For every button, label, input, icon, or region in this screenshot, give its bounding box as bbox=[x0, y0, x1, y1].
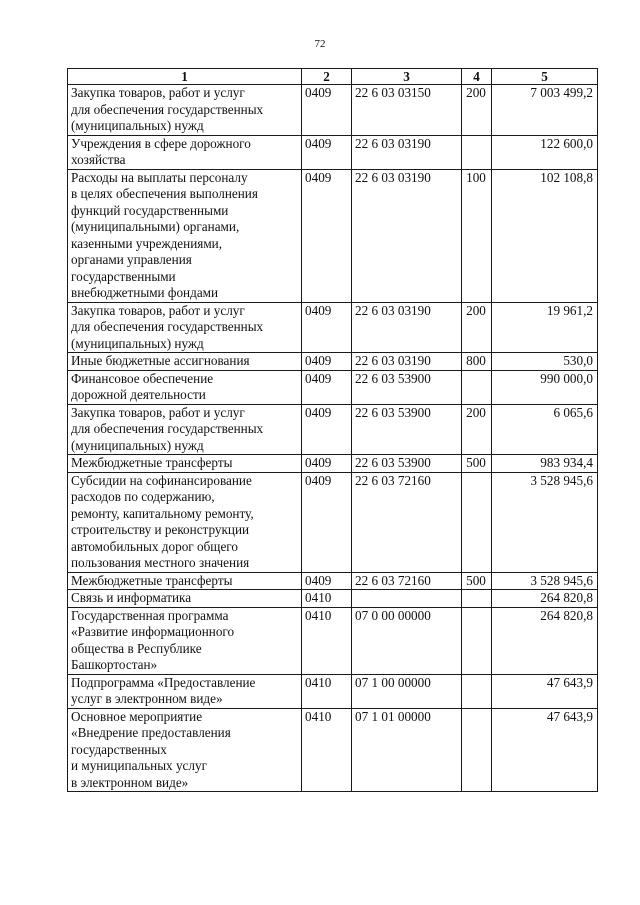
row-amount-cell: 19 961,2 bbox=[492, 302, 598, 353]
table-row bbox=[68, 135, 598, 169]
row-amount-cell: 264 820,8 bbox=[492, 590, 598, 608]
table-row bbox=[68, 302, 598, 353]
row-article-cell: 22 6 03 53900 bbox=[352, 370, 462, 404]
row-article-cell: 22 6 03 03150 bbox=[352, 85, 462, 136]
row-type-cell: 500 bbox=[462, 572, 492, 590]
row-type-cell bbox=[462, 472, 492, 572]
row-type-cell bbox=[462, 135, 492, 169]
header-cell-name: 1 bbox=[68, 69, 302, 85]
row-name-cell: Подпрограмма «Предоставление услуг в электронном виде» bbox=[68, 674, 302, 708]
row-type-cell bbox=[462, 370, 492, 404]
header-row bbox=[68, 69, 598, 85]
page-number: 72 bbox=[314, 38, 326, 50]
row-name-cell: Учреждения в сфере дорожного хозяйства bbox=[68, 135, 302, 169]
row-section-cell: 0409 bbox=[302, 370, 352, 404]
row-name-cell: Закупка товаров, работ и услуг для обеспечения государственных (муниципальных) нужд bbox=[68, 85, 302, 136]
row-name-cell: Иные бюджетные ассигнования bbox=[68, 353, 302, 371]
row-article-cell: 22 6 03 53900 bbox=[352, 404, 462, 455]
row-amount-cell: 3 528 945,6 bbox=[492, 572, 598, 590]
row-name-cell: Межбюджетные трансферты bbox=[68, 455, 302, 473]
row-amount-cell: 530,0 bbox=[492, 353, 598, 371]
row-article-cell: 22 6 03 03190 bbox=[352, 302, 462, 353]
table-row bbox=[68, 85, 598, 136]
row-amount-cell: 7 003 499,2 bbox=[492, 85, 598, 136]
row-section-cell: 0409 bbox=[302, 404, 352, 455]
row-amount-cell: 102 108,8 bbox=[492, 169, 598, 302]
row-article-cell: 07 1 00 00000 bbox=[352, 674, 462, 708]
row-name-cell: Субсидии на софинансирование расходов по содержанию, ремонту, капитальному ремонту, строительству и реконструкции автомобильных дорог общего пользования местного значения bbox=[68, 472, 302, 572]
row-article-cell: 22 6 03 53900 bbox=[352, 455, 462, 473]
row-article-cell: 22 6 03 03190 bbox=[352, 353, 462, 371]
row-section-cell: 0410 bbox=[302, 674, 352, 708]
row-type-cell: 800 bbox=[462, 353, 492, 371]
row-section-cell: 0410 bbox=[302, 607, 352, 674]
row-name-cell: Связь и информатика bbox=[68, 590, 302, 608]
row-type-cell: 500 bbox=[462, 455, 492, 473]
row-article-cell: 07 1 01 00000 bbox=[352, 708, 462, 792]
row-amount-cell: 264 820,8 bbox=[492, 607, 598, 674]
row-name-cell: Закупка товаров, работ и услуг для обеспечения государственных (муниципальных) нужд bbox=[68, 404, 302, 455]
row-section-cell: 0410 bbox=[302, 708, 352, 792]
row-section-cell: 0409 bbox=[302, 455, 352, 473]
row-article-cell: 22 6 03 72160 bbox=[352, 472, 462, 572]
budget-table bbox=[67, 68, 598, 792]
row-article-cell bbox=[352, 590, 462, 608]
row-name-cell: Государственная программа «Развитие информационного общества в Республике Башкортостан» bbox=[68, 607, 302, 674]
table-row bbox=[68, 674, 598, 708]
row-type-cell bbox=[462, 607, 492, 674]
row-type-cell bbox=[462, 590, 492, 608]
row-amount-cell: 6 065,6 bbox=[492, 404, 598, 455]
row-article-cell: 22 6 03 03190 bbox=[352, 135, 462, 169]
row-article-cell: 22 6 03 03190 bbox=[352, 169, 462, 302]
row-section-cell: 0410 bbox=[302, 590, 352, 608]
row-name-cell: Расходы на выплаты персоналу в целях обеспечения выполнения функций государственными (муниципальными) органами, казенными учреждениями, органами управления государственными внебюджетными фондами bbox=[68, 169, 302, 302]
table-row bbox=[68, 572, 598, 590]
row-type-cell bbox=[462, 708, 492, 792]
row-section-cell: 0409 bbox=[302, 85, 352, 136]
table-row bbox=[68, 472, 598, 572]
table-row bbox=[68, 370, 598, 404]
table-row bbox=[68, 708, 598, 792]
row-amount-cell: 47 643,9 bbox=[492, 708, 598, 792]
row-amount-cell: 983 934,4 bbox=[492, 455, 598, 473]
row-type-cell: 100 bbox=[462, 169, 492, 302]
row-section-cell: 0409 bbox=[302, 302, 352, 353]
row-name-cell: Финансовое обеспечение дорожной деятельности bbox=[68, 370, 302, 404]
row-amount-cell: 122 600,0 bbox=[492, 135, 598, 169]
table-row bbox=[68, 404, 598, 455]
row-type-cell bbox=[462, 674, 492, 708]
row-name-cell: Межбюджетные трансферты bbox=[68, 572, 302, 590]
row-article-cell: 07 0 00 00000 bbox=[352, 607, 462, 674]
row-section-cell: 0409 bbox=[302, 135, 352, 169]
table-row bbox=[68, 169, 598, 302]
row-amount-cell: 47 643,9 bbox=[492, 674, 598, 708]
header-cell-amount: 5 bbox=[492, 69, 598, 85]
row-section-cell: 0409 bbox=[302, 169, 352, 302]
row-name-cell: Закупка товаров, работ и услуг для обеспечения государственных (муниципальных) нужд bbox=[68, 302, 302, 353]
row-type-cell: 200 bbox=[462, 85, 492, 136]
row-section-cell: 0409 bbox=[302, 353, 352, 371]
row-type-cell: 200 bbox=[462, 404, 492, 455]
header-cell-type: 4 bbox=[462, 69, 492, 85]
table-row bbox=[68, 590, 598, 608]
row-section-cell: 0409 bbox=[302, 472, 352, 572]
row-name-cell: Основное мероприятие «Внедрение предоставления государственных и муниципальных услуг в электронном виде» bbox=[68, 708, 302, 792]
row-article-cell: 22 6 03 72160 bbox=[352, 572, 462, 590]
row-section-cell: 0409 bbox=[302, 572, 352, 590]
table-row bbox=[68, 353, 598, 371]
row-amount-cell: 3 528 945,6 bbox=[492, 472, 598, 572]
header-cell-article: 3 bbox=[352, 69, 462, 85]
table-row bbox=[68, 607, 598, 674]
row-type-cell: 200 bbox=[462, 302, 492, 353]
table-row bbox=[68, 455, 598, 473]
header-cell-section: 2 bbox=[302, 69, 352, 85]
row-amount-cell: 990 000,0 bbox=[492, 370, 598, 404]
